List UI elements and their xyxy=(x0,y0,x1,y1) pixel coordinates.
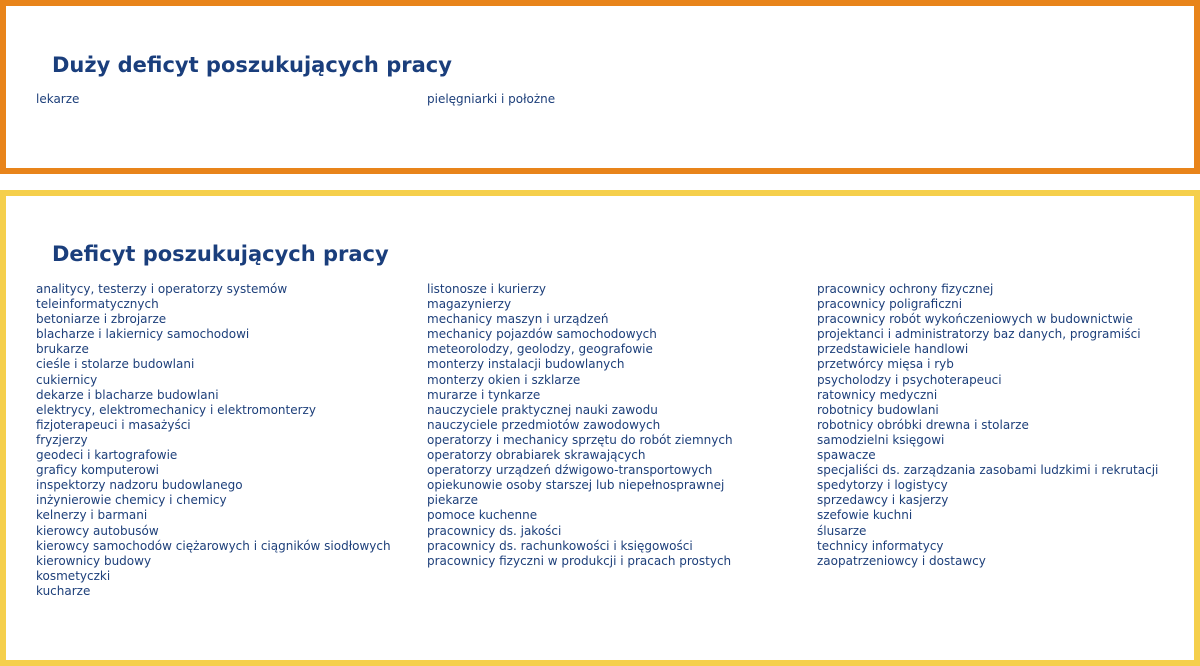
list-item: pracownicy ds. rachunkowości i księgowości xyxy=(427,538,693,553)
list-item: teleinformatycznych xyxy=(36,297,159,312)
list-item: kierowcy samochodów ciężarowych i ciągników siodłowych xyxy=(36,538,391,553)
list-item: elektrycy, elektromechanicy i elektromonterzy xyxy=(36,402,316,417)
list-item: projektanci i administratorzy baz danych, programiści xyxy=(817,327,1141,342)
list-item: kosmetyczki xyxy=(36,568,111,583)
list-item: robotnicy obróbki drewna i stolarze xyxy=(817,417,1029,432)
list-item: pracownicy ochrony fizycznej xyxy=(817,282,994,296)
list-item: przedstawiciele handlowi xyxy=(817,342,969,357)
large-deficit-title: Duży deficyt poszukujących pracy xyxy=(52,53,452,77)
large-deficit-panel xyxy=(0,0,1200,174)
list-item: kierownicy budowy xyxy=(36,553,152,568)
list-item: operatorzy urządzeń dźwigowo-transportowych xyxy=(427,463,713,478)
list-item: specjaliści ds. zarządzania zasobami ludzkimi i rekrutacji xyxy=(817,463,1159,478)
list-item: mechanicy pojazdów samochodowych xyxy=(427,327,657,342)
list-item: psycholodzy i psychoterapeuci xyxy=(817,372,1002,387)
list-item: pracownicy ds. jakości xyxy=(427,523,562,538)
list-item: inżynierowie chemicy i chemicy xyxy=(36,493,227,508)
list-item: operatorzy obrabiarek skrawających xyxy=(427,448,646,463)
list-item: samodzielni księgowi xyxy=(817,432,945,447)
list-item: inspektorzy nadzoru budowlanego xyxy=(36,478,243,493)
deficit-column-2 xyxy=(427,282,733,569)
list-item: lekarze xyxy=(36,92,80,106)
list-item: pracownicy robót wykończeniowych w budownictwie xyxy=(817,312,1133,327)
list-item: kelnerzy i barmani xyxy=(36,508,148,523)
list-item: monterzy instalacji budowlanych xyxy=(427,357,625,372)
list-item: robotnicy budowlani xyxy=(817,402,939,417)
list-item: geodeci i kartografowie xyxy=(36,448,178,463)
list-item: graficy komputerowi xyxy=(36,463,159,478)
list-item: kierowcy autobusów xyxy=(36,523,159,538)
list-item: betoniarze i zbrojarze xyxy=(36,312,167,327)
large-deficit-column-2 xyxy=(427,92,555,107)
list-item: dekarze i blacharze budowlani xyxy=(36,387,219,402)
list-item: spawacze xyxy=(817,448,876,463)
list-item: pracownicy poligraficzni xyxy=(817,297,963,312)
list-item: nauczyciele praktycznej nauki zawodu xyxy=(427,402,658,417)
list-item: nauczyciele przedmiotów zawodowych xyxy=(427,417,661,432)
list-item: pracownicy fizyczni w produkcji i pracach prostych xyxy=(427,553,732,568)
list-item: zaopatrzeniowcy i dostawcy xyxy=(817,553,986,568)
list-item: brukarze xyxy=(36,342,89,357)
list-item: przetwórcy mięsa i ryb xyxy=(817,357,954,372)
list-item: cieśle i stolarze budowlani xyxy=(36,357,195,372)
list-item: blacharze i lakiernicy samochodowi xyxy=(36,327,250,342)
list-item: magazynierzy xyxy=(427,297,512,312)
list-item: kucharze xyxy=(36,583,91,598)
list-item: monterzy okien i szklarze xyxy=(427,372,581,387)
list-item: pomoce kuchenne xyxy=(427,508,538,523)
list-item: spedytorzy i logistycy xyxy=(817,478,948,493)
deficit-column-3 xyxy=(817,282,1158,569)
list-item: pielęgniarki i położne xyxy=(427,92,556,106)
list-item: cukiernicy xyxy=(36,372,98,387)
list-item: listonosze i kurierzy xyxy=(427,282,546,296)
list-item: meteorolodzy, geolodzy, geografowie xyxy=(427,342,653,357)
list-item: analitycy, testerzy i operatorzy systemów xyxy=(36,282,288,296)
list-item: piekarze xyxy=(427,493,479,508)
deficit-panel xyxy=(0,190,1200,666)
list-item: sprzedawcy i kasjerzy xyxy=(817,493,949,508)
list-item: mechanicy maszyn i urządzeń xyxy=(427,312,609,327)
list-item: technicy informatycy xyxy=(817,538,944,553)
list-item: opiekunowie osoby starszej lub niepełnosprawnej xyxy=(427,478,725,493)
large-deficit-column-1 xyxy=(36,92,79,107)
list-item: operatorzy i mechanicy sprzętu do robót ziemnych xyxy=(427,432,733,447)
list-item: murarze i tynkarze xyxy=(427,387,541,402)
list-item: fizjoterapeuci i masażyści xyxy=(36,417,191,432)
deficit-column-1 xyxy=(36,282,391,599)
deficit-title: Deficyt poszukujących pracy xyxy=(52,242,389,266)
list-item: ratownicy medyczni xyxy=(817,387,938,402)
list-item: szefowie kuchni xyxy=(817,508,913,523)
list-item: ślusarze xyxy=(817,523,867,538)
list-item: fryzjerzy xyxy=(36,432,88,447)
